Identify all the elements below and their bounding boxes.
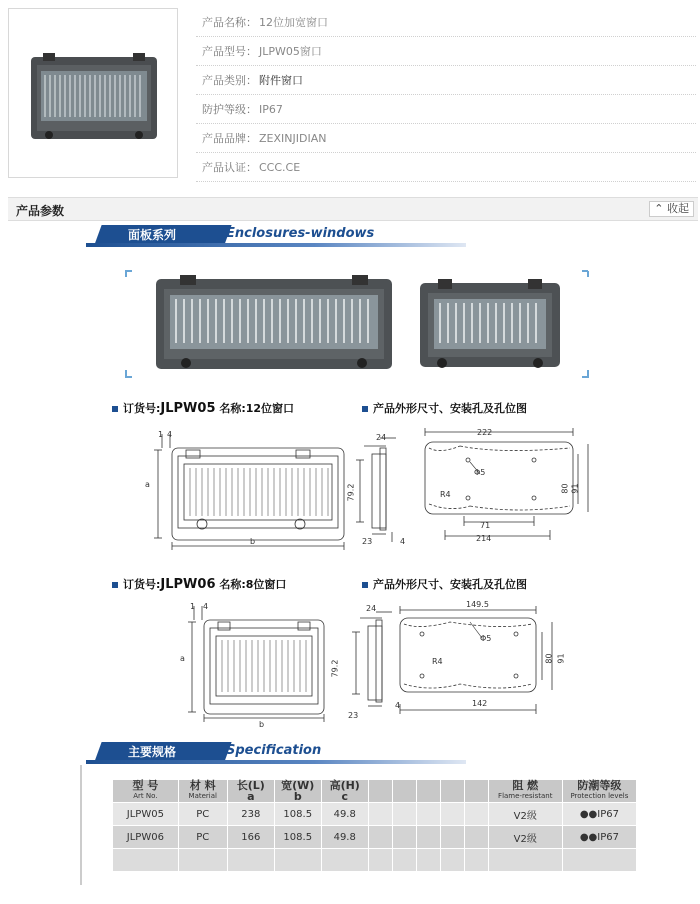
product-thumbnail[interactable]: [8, 8, 178, 178]
drawing-caption-2: 产品外形尺寸、安装孔及孔位图: [362, 576, 527, 592]
collapse-button[interactable]: ⌃ 收起: [649, 201, 694, 217]
attr-certification: 产品认证： CCC.CE: [196, 153, 696, 182]
attr-category: 产品类别： 附件窗口: [196, 66, 696, 95]
banner-specification: 主要规格 Specification: [86, 742, 466, 764]
table-row: [113, 849, 637, 872]
window-image: [9, 9, 177, 177]
drawing-caption-1: 产品外形尺寸、安装孔及孔位图: [362, 400, 527, 416]
product-attributes: [196, 8, 696, 182]
banner-enclosures: 面板系列 Enclosures-windows: [86, 225, 466, 247]
attr-model: 产品型号： JLPW05窗口: [196, 37, 696, 66]
product-photos: [120, 265, 600, 385]
spec-table: [112, 779, 637, 872]
params-header: [8, 197, 698, 221]
table-row: JLPW06 PC 166 108.5 49.8 V2级 ●●IP67: [113, 826, 637, 849]
attr-protection: 防护等级： IP67: [196, 95, 696, 124]
droplet-icon: ●●: [579, 808, 598, 820]
table-row: JLPW05 PC 238 108.5 49.8 V2级 ●●IP67: [113, 803, 637, 826]
drawing-jlpw06: [160, 598, 600, 728]
attr-brand: 产品品牌： ZEXINJIDIAN: [196, 124, 696, 153]
drawing-jlpw05: [140, 420, 600, 550]
order-caption-1: 订货号:JLPW05 名称:12位窗口: [112, 400, 294, 416]
params-title: 产品参数: [16, 204, 65, 218]
spec-header-row: 型 号 Art No. 材 料 Material 长(L) a 宽(W) b 高(H) c 阻 燃 Flame-resistant 防潮等级 Protection levels: [113, 780, 637, 803]
chevron-up-icon: ⌃: [654, 202, 667, 215]
attr-name: 产品名称： 12位加宽窗口: [196, 8, 696, 37]
droplet-icon: ●●: [579, 831, 598, 843]
order-caption-2: 订货号:JLPW06 名称:8位窗口: [112, 576, 286, 592]
